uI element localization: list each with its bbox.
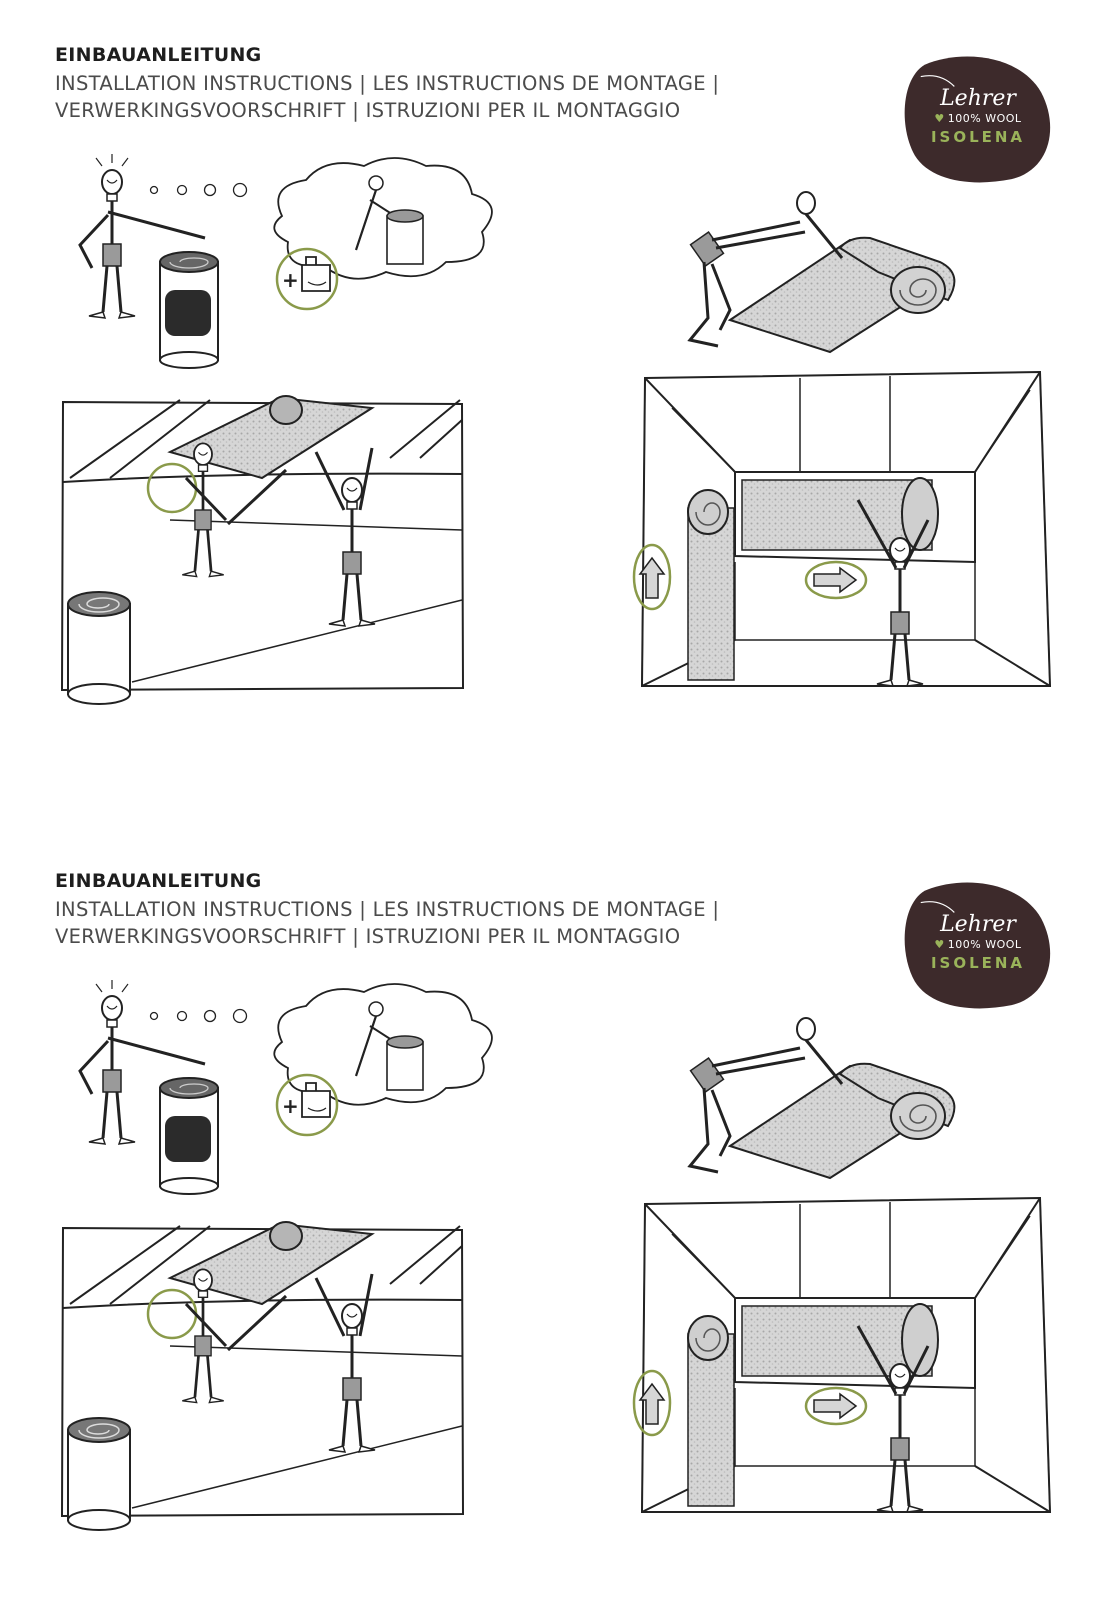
subtitle-line-1: INSTALLATION INSTRUCTIONS | LES INSTRUCTIONS DE MONTAGE |: [55, 898, 720, 921]
instruction-illustrations: [0, 0, 1120, 793]
page-title: EINBAUANLEITUNG: [55, 44, 262, 66]
page-title: EINBAUANLEITUNG: [55, 870, 262, 892]
subtitle-line-2: VERWERKINGSVOORSCHRIFT | ISTRUZIONI PER IL MONTAGGIO: [55, 925, 681, 948]
instruction-illustrations: [0, 826, 1120, 1619]
subtitle-line-2: VERWERKINGSVOORSCHRIFT | ISTRUZIONI PER IL MONTAGGIO: [55, 99, 681, 122]
logo-wordmark: Lehrer: [940, 86, 1016, 111]
instruction-sheet-top: [0, 0, 1120, 793]
logo-tagline: 100% WOOL: [947, 112, 1022, 125]
instruction-sheet-bottom: [0, 826, 1120, 1619]
heart-icon: ♥: [934, 938, 945, 951]
logo-wordmark: Lehrer: [940, 912, 1016, 937]
logo-brand: ISOLENA: [930, 954, 1026, 972]
logo-brand: ISOLENA: [930, 128, 1026, 146]
heart-icon: ♥: [934, 112, 945, 125]
logo-tagline: 100% WOOL: [947, 938, 1022, 951]
subtitle-line-1: INSTALLATION INSTRUCTIONS | LES INSTRUCTIONS DE MONTAGE |: [55, 72, 720, 95]
